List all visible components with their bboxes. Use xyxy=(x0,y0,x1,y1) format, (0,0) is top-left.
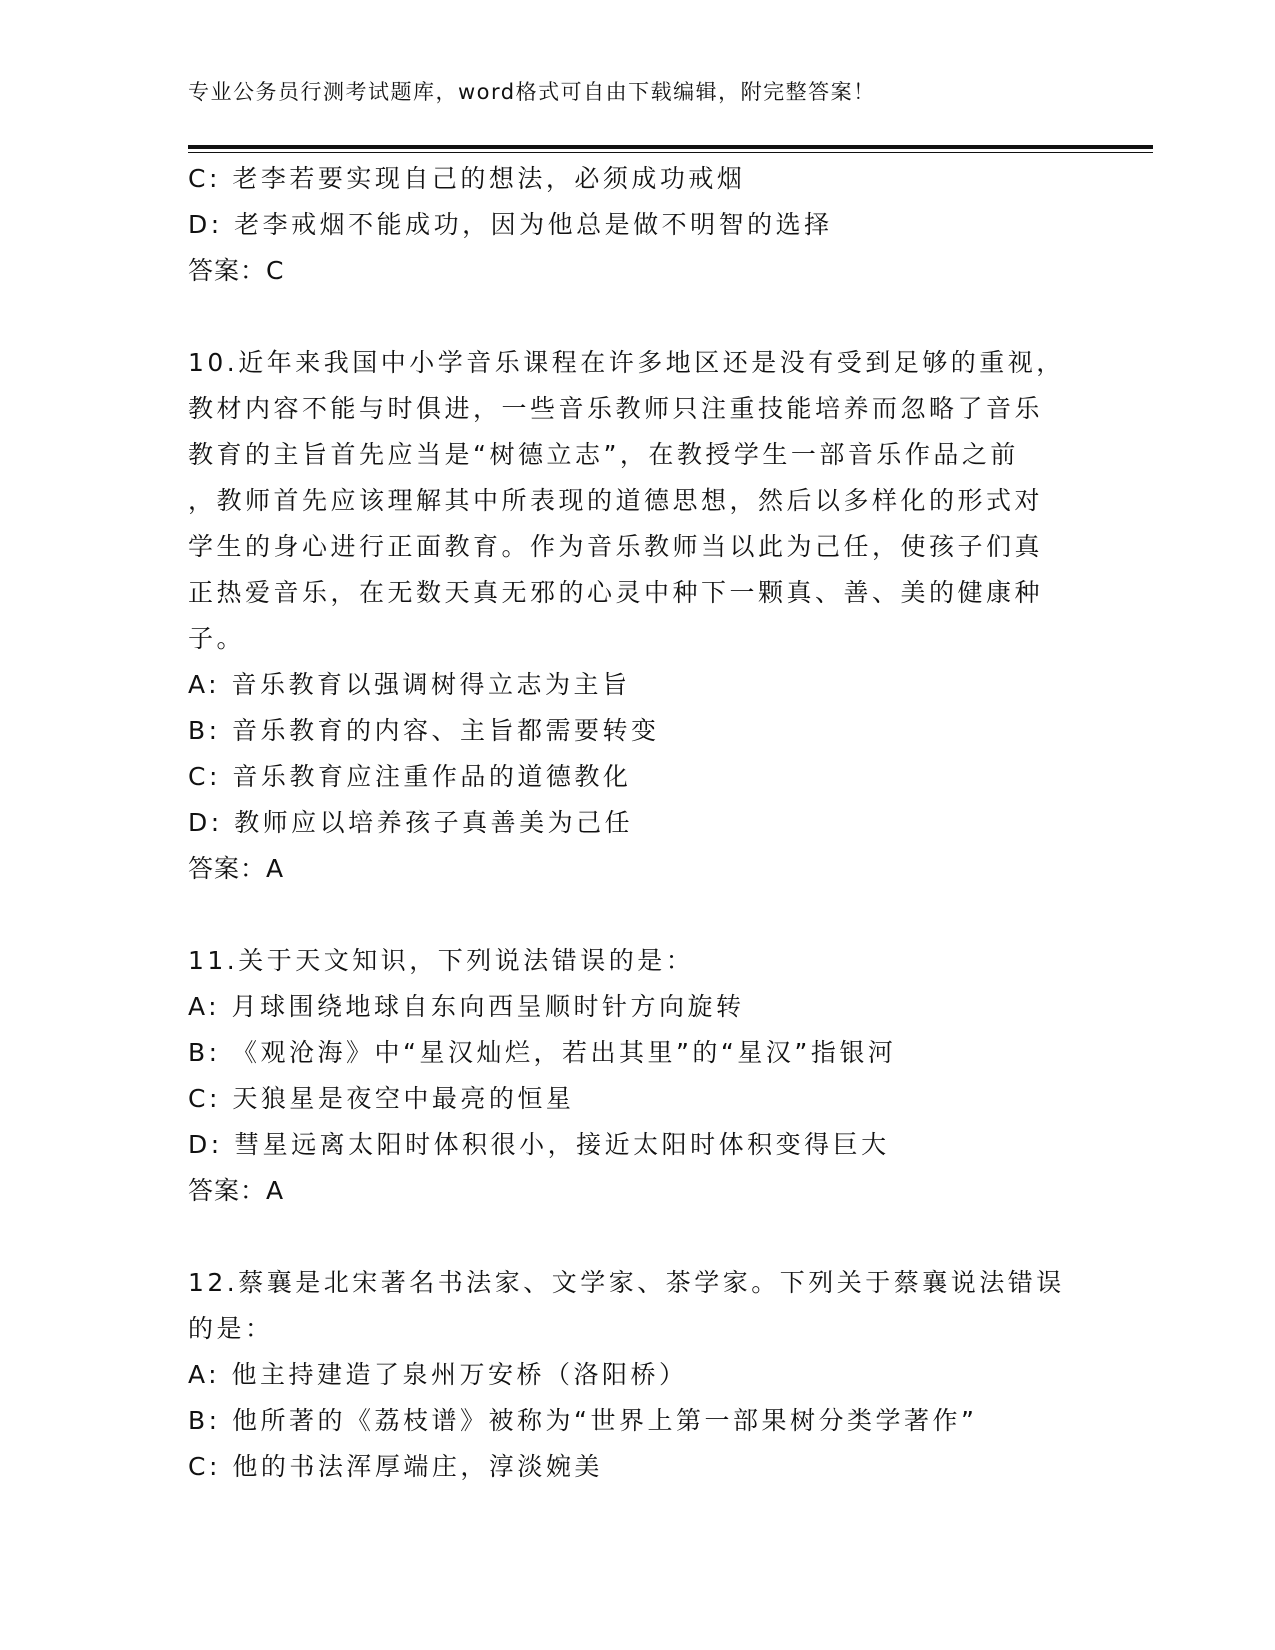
question-block xyxy=(188,1260,1068,1490)
question-line: 教育的主旨首先应当是“树德立志”，在教授学生一部音乐作品之前 xyxy=(188,440,1019,469)
question-block xyxy=(188,156,1068,294)
question-line: 正热爱音乐，在无数天真无邪的心灵中种下一颗真、善、美的健康种 xyxy=(188,578,1044,607)
question-line: 11.关于天文知识，下列说法错误的是： xyxy=(188,946,695,975)
question-line: 学生的身心进行正面教育。作为音乐教师当以此为己任，使孩子们真 xyxy=(188,532,1044,561)
header-rule-thick xyxy=(188,145,1153,149)
header-rule-thin xyxy=(188,152,1153,153)
question-line: 10.近年来我国中小学音乐课程在许多地区还是没有受到足够的重视， xyxy=(188,348,1065,377)
option-line: A: 他主持建造了泉州万安桥（洛阳桥） xyxy=(188,1360,688,1389)
question-line: 教材内容不能与时俱进，一些音乐教师只注重技能培养而忽略了音乐 xyxy=(188,394,1044,423)
option-line: A: 音乐教育以强调树得立志为主旨 xyxy=(188,670,631,699)
option-line: C: 老李若要实现自己的想法，必须成功戒烟 xyxy=(188,164,746,193)
question-line: 的是： xyxy=(188,1314,274,1343)
answer-line: 答案：C xyxy=(188,256,285,285)
option-line: D: 老李戒烟不能成功，因为他总是做不明智的选择 xyxy=(188,210,833,239)
question-line: 子。 xyxy=(188,624,246,653)
option-line: B: 他所著的《荔枝谱》被称为“世界上第一部果树分类学著作” xyxy=(188,1406,978,1435)
document-body xyxy=(188,156,1068,1490)
option-line: C: 音乐教育应注重作品的道德教化 xyxy=(188,762,632,791)
block-spacer xyxy=(188,294,1068,340)
page-header: 专业公务员行测考试题库，word格式可自由下载编辑，附完整答案！ xyxy=(188,80,876,104)
answer-line: 答案：A xyxy=(188,1176,285,1205)
question-block xyxy=(188,938,1068,1214)
option-line: B: 音乐教育的内容、主旨都需要转变 xyxy=(188,716,660,745)
option-line: A: 月球围绕地球自东向西呈顺时针方向旋转 xyxy=(188,992,745,1021)
question-line: 12.蔡襄是北宋著名书法家、文学家、茶学家。下列关于蔡襄说法错误 xyxy=(188,1268,1065,1297)
option-line: D: 彗星远离太阳时体积很小，接近太阳时体积变得巨大 xyxy=(188,1130,890,1159)
question-block xyxy=(188,340,1068,892)
option-line: D: 教师应以培养孩子真善美为己任 xyxy=(188,808,634,837)
block-spacer xyxy=(188,1214,1068,1260)
option-line: C: 天狼星是夜空中最亮的恒星 xyxy=(188,1084,575,1113)
question-line: ，教师首先应该理解其中所表现的道德思想，然后以多样化的形式对 xyxy=(188,486,1044,515)
answer-line: 答案：A xyxy=(188,854,285,883)
option-line: B: 《观沧海》中“星汉灿烂，若出其里”的“星汉”指银河 xyxy=(188,1038,897,1067)
block-spacer xyxy=(188,892,1068,938)
option-line: C: 他的书法浑厚端庄，淳淡婉美 xyxy=(188,1452,603,1481)
